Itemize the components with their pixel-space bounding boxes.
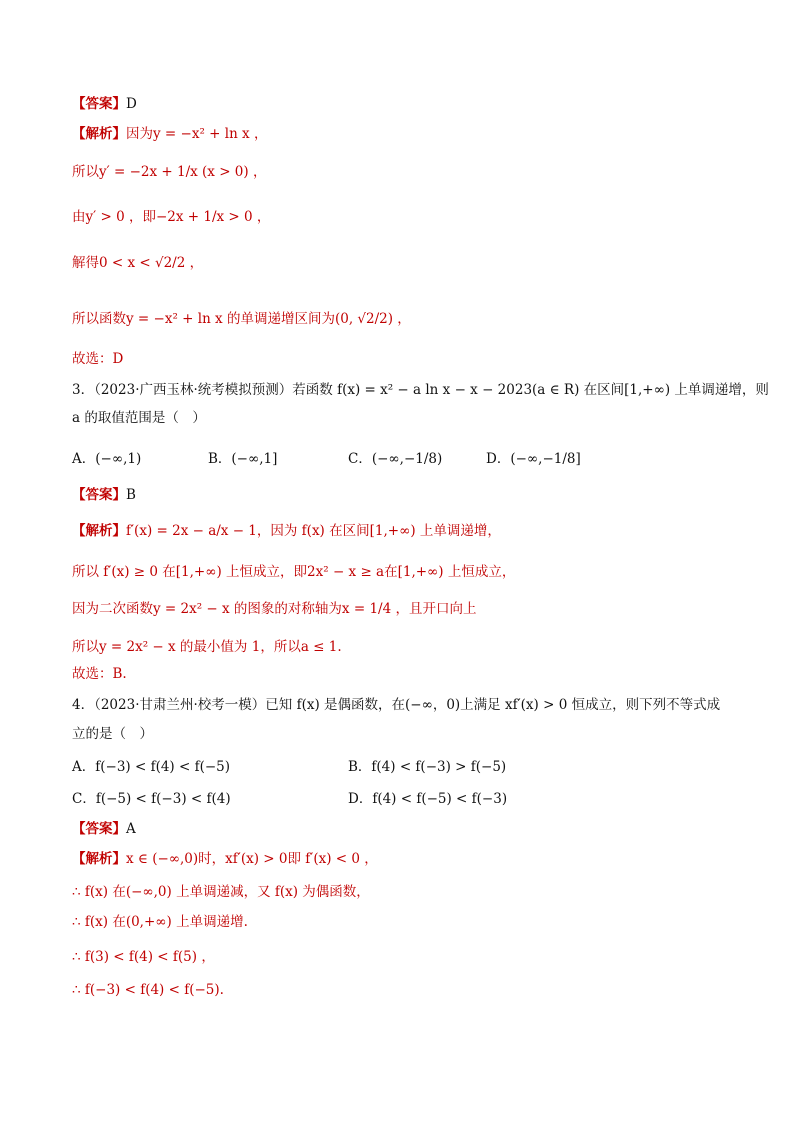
option-3-c: C．(−∞,−1/8) <box>348 451 443 467</box>
answer-value: A <box>126 821 136 837</box>
answer-label: 【答案】 <box>72 821 126 837</box>
analysis-line-3-2: 所以 f′(x) ≥ 0 在[1,+∞) 上恒成立，即2x² − x ≥ a在[1,+∞) 上恒成立， <box>72 564 516 580</box>
analysis-line-2-6: 故选：D <box>72 351 124 367</box>
option-4-a: A．f(−3) < f(4) < f(−5) <box>72 759 231 775</box>
option-4-d: D．f(4) < f(−5) < f(−3) <box>348 791 508 807</box>
analysis-line-3-5: 故选：B. <box>72 666 127 682</box>
analysis-line-4-3: ∴ f(x) 在(0,+∞) 上单调递增. <box>72 914 248 930</box>
analysis-label: 【解析】 <box>72 523 126 539</box>
answer-line-3 <box>72 486 136 504</box>
analysis-line-2-1 <box>72 125 267 143</box>
analysis-line-4-4: ∴ f(3) < f(4) < f(5) ， <box>72 949 215 965</box>
analysis-line-2-4: 解得0 < x < √2/2 ， <box>72 255 204 271</box>
question-4-line-1: 4．（2023·甘肃兰州·校考一模）已知 f(x) 是偶函数，在(−∞，0)上满足 xf′(x) > 0 恒成立，则下列不等式成 <box>72 697 721 713</box>
solution-text: x ∈ (−∞,0)时，xf′(x) > 0即 f′(x) < 0 ， <box>126 851 378 867</box>
option-4-c: C．f(−5) < f(−3) < f(4) <box>72 791 231 807</box>
solution-text: 因为y = −x² + ln x ， <box>126 126 268 142</box>
analysis-label: 【解析】 <box>72 126 126 142</box>
option-4-b: B．f(4) < f(−3) > f(−5) <box>348 759 507 775</box>
analysis-line-4-2: ∴ f(x) 在(−∞,0) 上单调递减，又 f(x) 为偶函数， <box>72 884 370 900</box>
analysis-line-2-3: 由y′ > 0 ，即−2x + 1/x > 0 ， <box>72 209 271 225</box>
answer-value: B <box>126 487 136 503</box>
analysis-line-2-5: 所以函数y = −x² + ln x 的单调递增区间为(0, √2/2) ， <box>72 311 411 327</box>
question-4-line-2: 立的是（ ） <box>72 726 153 742</box>
question-3-line-1: 3．（2023·广西玉林·统考模拟预测）若函数 f(x) = x² − a ln x − x − 2023(a ∈ R) 在区间[1,+∞) 上单调递增，则 <box>72 382 769 398</box>
analysis-line-3-4: 所以y = 2x² − x 的最小值为 1，所以a ≤ 1. <box>72 639 342 655</box>
solution-text: f′(x) = 2x − a/x − 1，因为 f(x) 在区间[1,+∞) 上单调递增， <box>126 523 501 539</box>
analysis-line-3-1 <box>72 522 501 540</box>
answer-value: D <box>126 96 137 112</box>
answer-line-4 <box>72 820 136 838</box>
answer-line-2 <box>72 95 137 113</box>
question-3-line-2: a 的取值范围是（ ） <box>72 410 206 426</box>
analysis-line-4-5: ∴ f(−3) < f(4) < f(−5). <box>72 982 224 998</box>
analysis-label: 【解析】 <box>72 851 126 867</box>
option-3-a: A．(−∞,1) <box>72 451 142 467</box>
answer-label: 【答案】 <box>72 96 126 112</box>
analysis-line-2-2: 所以y′ = −2x + 1/x (x > 0) ， <box>72 164 267 180</box>
option-3-d: D．(−∞,−1/8] <box>486 451 581 467</box>
analysis-line-4-1 <box>72 850 378 868</box>
answer-label: 【答案】 <box>72 487 126 503</box>
option-3-b: B．(−∞,1] <box>208 451 278 467</box>
analysis-line-3-3: 因为二次函数y = 2x² − x 的图象的对称轴为x = 1/4 ，且开口向上 <box>72 601 477 617</box>
